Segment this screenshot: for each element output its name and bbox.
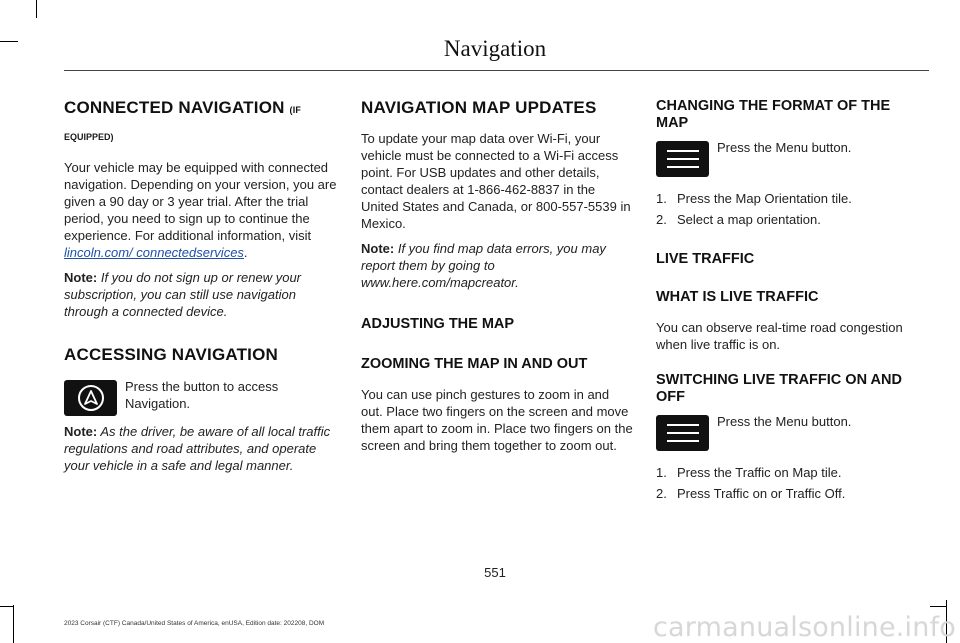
section-heading-adjusting-map: ADJUSTING THE MAP [361, 316, 515, 332]
step-text: Press the Traffic on Map tile. [677, 465, 842, 480]
step-number: 2. [656, 212, 667, 227]
paragraph-what-is-live-traffic: You can observe real-time road congestion when live traffic is on. [656, 320, 903, 352]
step-number: 1. [656, 465, 667, 480]
switching-instruction [656, 415, 928, 451]
crop-mark [930, 606, 946, 607]
list-item [656, 464, 928, 481]
navigation-button-icon [64, 380, 117, 416]
paragraph-zooming: You can use pinch gestures to zoom in and out. Place two fingers on the screen and move them apart to zoom in. Place two fingers on the screen and bring them together to zoom out. [361, 387, 633, 453]
crop-mark [0, 606, 13, 607]
heading-text: CONNECTED NAVIGATION [64, 98, 285, 117]
note-label: Note: [64, 270, 98, 285]
step-number: 2. [656, 486, 667, 501]
crop-mark [13, 605, 14, 643]
connected-services-link[interactable]: lincoln.com/ connectedservices [64, 245, 244, 260]
step-text: Press Traffic on or Traffic Off. [677, 486, 846, 501]
steps-switching-live-traffic [656, 464, 928, 502]
icon-instruction-text: Press the Menu button. [717, 414, 852, 429]
step-text: Select a map orientation. [677, 212, 821, 227]
section-heading-connected-navigation [64, 98, 339, 120]
icon-instruction-text: Press the button to access Navigation. [125, 379, 279, 411]
note-accessing [64, 423, 339, 474]
accessing-instruction [64, 380, 339, 416]
icon-instruction-text: Press the Menu button. [717, 140, 852, 155]
section-heading-changing-format: CHANGING THE FORMAT OF THE MAP [656, 98, 891, 131]
list-item [656, 485, 928, 502]
note-connected [64, 269, 339, 320]
step-text: Press the Map Orientation tile. [677, 191, 852, 206]
list-item [656, 190, 928, 207]
paragraph-connected [64, 159, 339, 261]
format-instruction [656, 141, 928, 177]
paragraph-map-updates: To update your map data over Wi-Fi, your vehicle must be connected to a Wi-Fi access point. For USB updates and other details, contact dealers at 1-866-462-8837 in the United States and Canada, or 800-557-5539 in Mexico. [361, 131, 631, 231]
paragraph-end: . [243, 245, 248, 260]
heading-suffix: (IF [289, 105, 302, 115]
list-item [656, 211, 928, 228]
page-title: Navigation [443, 36, 547, 61]
paragraph-text: Your vehicle may be equipped with connected navigation. Depending on your version, you are given a 90 day or 3 year trial. After the trial period, you need to sign up to continue the experience. For additional information, visit [64, 160, 337, 243]
menu-icon [656, 415, 709, 451]
section-heading-accessing-navigation: ACCESSING NAVIGATION [64, 345, 278, 364]
section-heading-live-traffic: LIVE TRAFFIC [656, 251, 755, 267]
note-map-updates [361, 240, 633, 291]
note-text: If you find map data errors, you may report them by going to www.here.com/mapcreator. [361, 241, 606, 290]
column-left [64, 98, 339, 474]
section-heading-switching-live-traffic: SWITCHING LIVE TRAFFIC ON AND OFF [656, 372, 902, 405]
section-heading-what-is-live-traffic: WHAT IS LIVE TRAFFIC [656, 289, 819, 305]
header-divider [64, 70, 929, 71]
menu-icon [656, 141, 709, 177]
note-label: Note: [361, 241, 395, 256]
page-number: 551 [484, 565, 506, 580]
section-heading-map-updates: NAVIGATION MAP UPDATES [361, 98, 597, 117]
column-middle [361, 98, 633, 454]
steps-changing-format [656, 190, 928, 228]
section-heading-zooming: ZOOMING THE MAP IN AND OUT [361, 356, 588, 372]
note-label: Note: [64, 424, 98, 439]
note-text: As the driver, be aware of all local traffic regulations and road attributes, and operate your vehicle in a safe and legal manner. [64, 424, 331, 473]
step-number: 1. [656, 191, 667, 206]
edition-footer: 2023 Corsair (CTF) Canada/United States of America, enUSA, Edition date: 202208, DOM [64, 620, 325, 627]
watermark: carmanualsonline.info [653, 612, 956, 643]
note-text: If you do not sign up or renew your subscription, you can still use navigation through a connected device. [64, 270, 302, 319]
heading-suffix-cont: EQUIPPED) [64, 132, 114, 142]
crop-mark [36, 0, 37, 18]
column-right [656, 98, 928, 502]
